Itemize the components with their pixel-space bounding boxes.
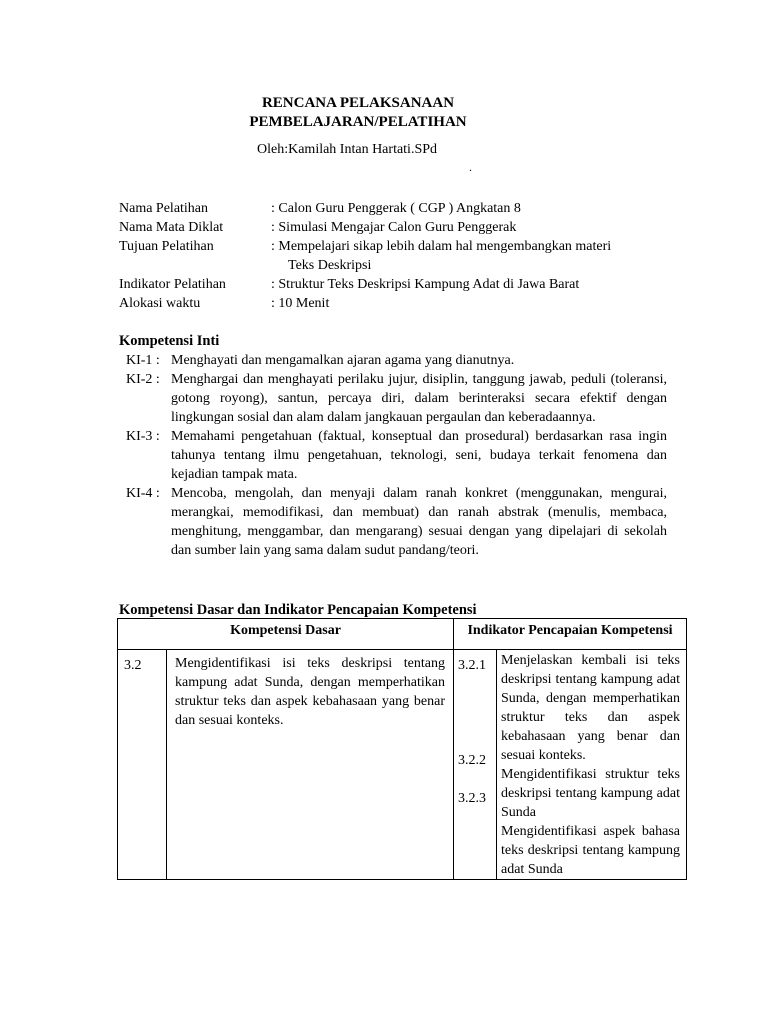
info-value: : 10 Menit: [271, 296, 330, 311]
indicator-text: Menjelaskan kembali isi teks deskripsi tentang kampung adat Sunda, dengan memperhatikan struktur teks dan aspek kebahasaan yang benar dan sesuai konteks.: [501, 653, 680, 763]
indicator-code: 3.2.2: [458, 753, 486, 768]
ki-item: [119, 427, 667, 484]
author-line: Oleh:Kamilah Intan Hartati.SPd: [257, 142, 438, 157]
kompetensi-inti-heading: Kompetensi Inti: [119, 333, 220, 349]
ki-item: [119, 351, 667, 370]
ki-text: Menghayati dan mengamalkan ajaran agama yang dianutnya.: [171, 353, 515, 368]
kd-code: 3.2: [118, 650, 167, 880]
indicator-code: 3.2.1: [458, 658, 486, 673]
kompetensi-inti-list: [119, 351, 667, 560]
table-row: [118, 650, 687, 880]
indicator-texts: [497, 650, 687, 880]
info-value-continuation: Teks Deskripsi: [288, 258, 372, 273]
ki-item: [119, 484, 667, 560]
kompetensi-dasar-table: [117, 618, 687, 880]
info-label: Alokasi waktu: [119, 296, 201, 311]
header-kompetensi-dasar: Kompetensi Dasar: [118, 619, 454, 650]
ki-text: Memahami pengetahuan (faktual, konseptual dan prosedural) berdasarkan rasa ingin tahunya tentang ilmu pengetahuan, teknologi, seni, budaya terkait fenomena dan kejadian tampak mata.: [171, 429, 667, 482]
indicator-codes: [454, 650, 497, 880]
title-line-2: PEMBELAJARAN/PELATIHAN: [249, 114, 467, 130]
info-label: Nama Mata Diklat: [119, 220, 224, 235]
info-value: : Mempelajari sikap lebih dalam hal mengembangkan materi: [271, 239, 612, 254]
indicator-text: Mengidentifikasi struktur teks deskripsi tentang kampung adat Sunda: [501, 767, 680, 820]
ki-text: Mencoba, mengolah, dan menyaji dalam ranah konkret (menggunakan, mengurai, merangkai, memodifikasi, dan membuat) dan ranah abstrak (menulis, membaca, menghitung, menggambar, dan mengarang) sesuai dengan yang dipelajari di sekolah dan sumber lain yang sama dalam sudut pandang/teori.: [171, 486, 667, 558]
table-header-row: [118, 619, 687, 650]
info-value: : Calon Guru Penggerak ( CGP ) Angkatan 8: [271, 201, 521, 216]
info-label: Nama Pelatihan: [119, 201, 209, 216]
ki-code: KI-1 :: [126, 353, 160, 368]
indicator-text: Mengidentifikasi aspek bahasa teks deskripsi tentang kampung adat Sunda: [501, 824, 680, 877]
ki-text: Menghargai dan menghayati perilaku jujur, disiplin, tanggung jawab, peduli (toleransi, gotong royong), santun, percaya diri, dalam berinteraksi secara efektif dengan lingkungan sosial dan alam dalam jangkauan pergaulan dan keberadaannya.: [171, 372, 667, 425]
ki-code: KI-4 :: [126, 486, 160, 501]
ki-item: [119, 370, 667, 427]
header-indikator: Indikator Pencapaian Kompetensi: [454, 619, 687, 650]
kompetensi-dasar-heading: Kompetensi Dasar dan Indikator Pencapaian Kompetensi: [119, 602, 477, 618]
ki-code: KI-3 :: [126, 429, 160, 444]
document-title: [248, 94, 468, 132]
dot-mark: .: [469, 160, 472, 174]
ki-code: KI-2 :: [126, 372, 160, 387]
indicator-code: 3.2.3: [458, 791, 486, 806]
title-line-1: RENCANA PELAKSANAAN: [261, 95, 455, 111]
info-value: : Struktur Teks Deskripsi Kampung Adat di Jawa Barat: [271, 277, 580, 292]
info-label: Indikator Pelatihan: [119, 277, 226, 292]
info-label: Tujuan Pelatihan: [119, 239, 214, 254]
info-value: : Simulasi Mengajar Calon Guru Penggerak: [271, 220, 517, 235]
kd-description: Mengidentifikasi isi teks deskripsi tentang kampung adat Sunda, dengan memperhatikan struktur teks dan aspek kebahasaan yang benar dan sesuai konteks.: [167, 650, 454, 880]
